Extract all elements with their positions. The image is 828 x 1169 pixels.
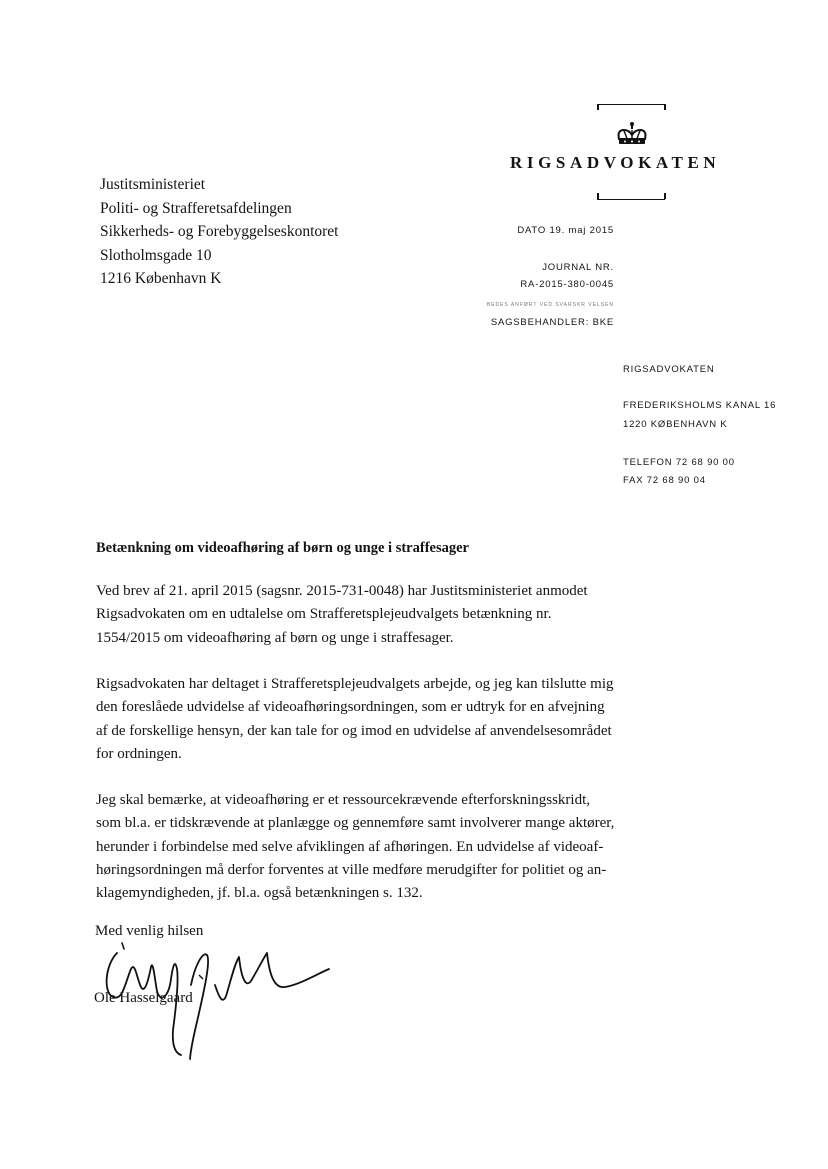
paragraph-line: høringsordningen må derfor forventes at ville medføre merudgifter for politiet og an- [96,861,607,878]
handwritten-signature [95,935,340,1070]
letter-subject: Betænkning om videoafhøring af børn og unge i straffesager [96,540,469,556]
paragraph-line: den foreslåede udvidelse af videoafhøringsordningen, som er udtryk for en afvejning [96,699,605,716]
logo-top-rule-tick-right [664,104,666,110]
closing-greeting: Med venlig hilsen [95,923,204,939]
sender-fax: FAX 72 68 90 04 [623,475,706,486]
paragraph-line: herunder i forbindelse med selve afviklingen af afhøringen. En udvidelse af videoaf- [96,838,604,855]
recipient-line: Slotholmsgade 10 [100,246,212,264]
journal-number: RA-2015-380-0045 [520,279,614,290]
signatory-name: Ole Hasselgaard [94,990,193,1006]
letterhead-wordmark: RIGSADVOKATEN [510,153,721,172]
recipient-address [100,173,420,291]
reference-notice: BEDES ANFØRT VED SVARSKR VELSEN [486,302,614,308]
letter-date: DATO 19. maj 2015 [517,225,614,236]
paragraph-line: af de forskellige hensyn, der kan tale for og imod en udvidelse af anvendelsesområdet [96,722,612,739]
sender-phone: TELEFON 72 68 90 00 [623,457,735,468]
paragraph-line: som bl.a. er tidskrævende at planlægge og gennemføre samt involverer mange aktører, [96,815,615,832]
logo-top-rule [597,104,665,105]
paragraph-line: for ordningen. [96,745,182,762]
body-paragraph [96,789,615,905]
recipient-line: Politi- og Strafferetsafdelingen [100,199,292,217]
crown-icon [615,121,649,148]
recipient-line: 1216 København K [100,270,222,287]
paragraph-line: Jeg skal bemærke, at videoafhøring er et ressourcekrævende efterforskningsskridt, [96,792,591,808]
sender-street: FREDERIKSHOLMS KANAL 16 [623,400,777,411]
paragraph-line: klagemyndigheden, jf. bl.a. også betænkningen s. 132. [96,885,423,902]
logo-bottom-rule [597,199,665,200]
logo-bottom-rule-tick-right [664,193,666,199]
recipient-line: Sikkerheds- og Forebyggelseskontoret [100,223,339,240]
paragraph-line: 1554/2015 om videoafhøring af børn og unge i straffesager. [96,629,454,646]
body-paragraph [96,580,608,650]
logo-bottom-rule-tick-left [597,193,599,199]
logo-top-rule-tick-left [597,104,599,110]
journal-label: JOURNAL NR. [542,262,614,273]
case-handler: SAGSBEHANDLER: BKE [490,317,614,328]
sender-city: 1220 KØBENHAVN K [623,419,728,430]
sender-name: RIGSADVOKATEN [623,364,715,375]
paragraph-line: Rigsadvokaten om en udtalelse om Strafferetsplejeudvalgets betænkning nr. [96,606,552,623]
paragraph-line: Ved brev af 21. april 2015 (sagsnr. 2015-731-0048) har Justitsministeriet anmodet [96,583,588,599]
paragraph-line: Rigsadvokaten har deltaget i Strafferetsplejeudvalgets arbejde, og jeg kan tilslutte mig [96,676,614,692]
recipient-line: Justitsministeriet [100,176,206,193]
body-paragraph [96,673,614,766]
